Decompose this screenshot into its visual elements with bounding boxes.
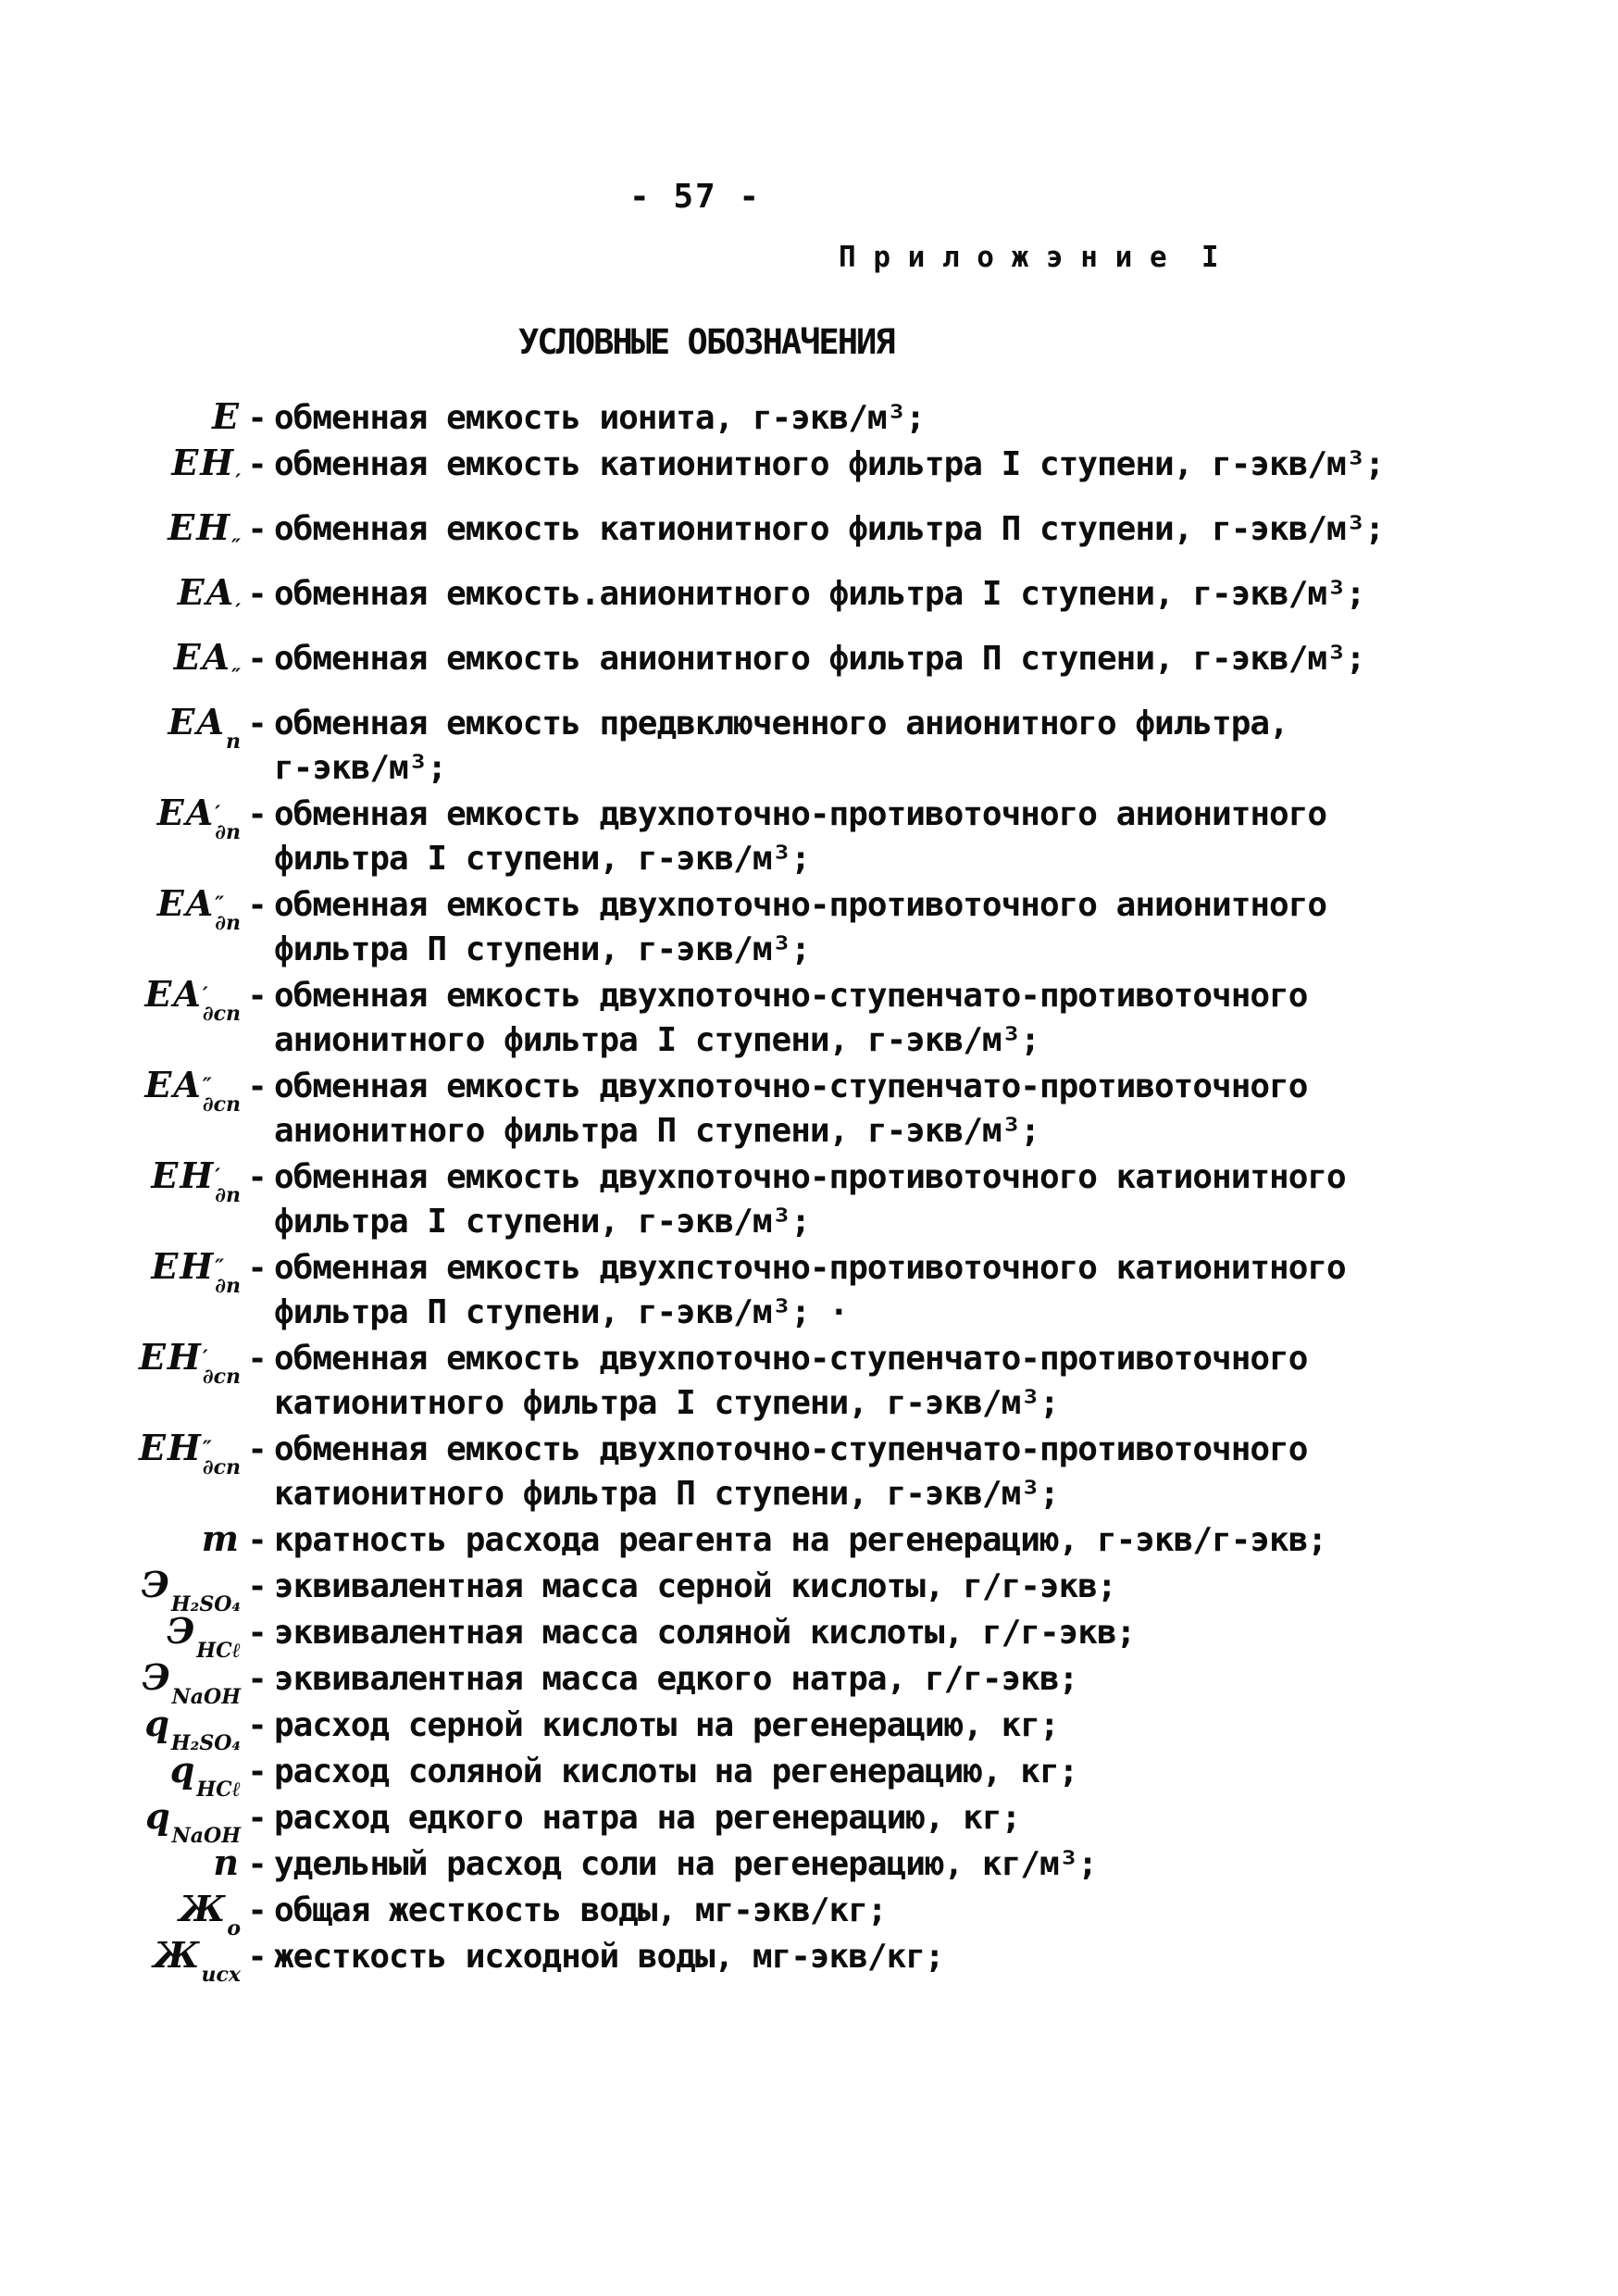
entry-description: [274, 1611, 1479, 1655]
entry-symbol-subscript: NaOH: [171, 1685, 241, 1709]
entry-dash: -: [247, 446, 268, 483]
entry-dash: -: [247, 1892, 268, 1929]
entry-symbol-base: EA: [177, 571, 236, 613]
entry-text-line: обменная емкость двухпоточно-противоточного анионитного: [274, 795, 1327, 833]
entry-text-line: эквивалентная масса соляной кислоты, г/г-экв;: [274, 1614, 1136, 1652]
entry-row: [91, 1841, 1479, 1887]
entry-description: [274, 1428, 1479, 1516]
entry-text-line: обменная емкость двухпоточно-ступенчато-противоточного: [274, 1067, 1308, 1105]
entry-text-line: обменная емкость катионитного фильтра П ступени, г-экв/м³;: [274, 510, 1385, 548]
entry-symbol-base: EH: [151, 1245, 216, 1287]
entry-symbol-base: EA: [173, 636, 232, 678]
entry-symbol: [91, 791, 241, 844]
entry-description: [274, 507, 1479, 552]
entry-symbol-subscript: ∂сп: [202, 1365, 241, 1389]
entry-symbol-subscript: HCℓ: [196, 1639, 241, 1663]
entry-row: [91, 505, 1479, 570]
entry-description: [274, 702, 1479, 791]
entry-symbol-prime: ″: [202, 1074, 212, 1098]
entry-symbol-base: EA: [144, 973, 203, 1015]
entry-text-line: общая жесткость воды, мг-экв/кг;: [274, 1891, 887, 1929]
entry-symbol-prime: ′: [235, 470, 241, 494]
entry-description: [274, 883, 1479, 972]
entry-symbol-script: [196, 1623, 241, 1663]
entry-text-line: расход едкого натра на регенерацию, кг;: [274, 1799, 1021, 1837]
entry-text-line: обменная емкость предвключенного анионитного фильтра,: [274, 705, 1288, 742]
entry-symbol-prime: ′: [235, 600, 241, 624]
entry-symbol-base: EH: [168, 506, 232, 548]
entry-row: [91, 1244, 1479, 1335]
entry-symbol-subscript: H₂SO₄: [170, 1592, 241, 1616]
entry-dash: -: [247, 1846, 268, 1883]
entry-row: [91, 1063, 1479, 1154]
entry-text-line: расход соляной кислоты на регенерацию, кг;: [274, 1753, 1078, 1791]
entry-symbol-script: [215, 1165, 241, 1207]
entry-symbol: [91, 1335, 241, 1389]
entry-dash: -: [247, 705, 268, 742]
entry-row: [91, 394, 1479, 441]
entry-row: [91, 570, 1479, 635]
entry-description: [274, 1842, 1479, 1887]
entry-symbol-base: EA: [144, 1064, 203, 1105]
entry-symbol: [91, 394, 241, 439]
entry-symbol-base: EA: [156, 792, 216, 833]
entry-description: [274, 1065, 1479, 1154]
entry-symbol-subscript: ∂сп: [202, 1002, 241, 1026]
entry-row: [91, 1655, 1479, 1709]
entry-symbol-subscript: [235, 492, 241, 510]
entry-text-line: кратность расхода реагента на регенерацию, г-экв/г-экв;: [274, 1521, 1327, 1559]
entry-row: [91, 1748, 1479, 1802]
entry-row: [91, 1702, 1479, 1755]
entry-symbol-subscript: H₂SO₄: [170, 1731, 241, 1755]
entry-description: [274, 637, 1479, 681]
entry-symbol: [91, 570, 241, 635]
entry-symbol-base: q: [144, 1703, 171, 1744]
entry-dash: -: [247, 1522, 268, 1559]
entry-description: [274, 1796, 1479, 1841]
entry-text-line: фильтра П ступени, г-экв/м³;: [274, 930, 810, 968]
entry-symbol-base: q: [145, 1795, 172, 1837]
entry-symbol-subscript: о: [227, 1916, 241, 1940]
entry-symbol: [91, 505, 241, 570]
entry-dash: -: [247, 641, 268, 678]
appendix-heading: П р и л о ж э н и е I: [839, 241, 1219, 274]
entry-description: [274, 1657, 1479, 1702]
entry-symbol-script: [171, 1716, 241, 1753]
entry-dash: -: [247, 1800, 268, 1837]
entry-symbol-script: [215, 802, 241, 844]
entry-dash: -: [247, 511, 268, 548]
entry-dash: -: [247, 1068, 268, 1105]
entry-row: [91, 1516, 1479, 1563]
entry-symbol-script: [171, 1577, 241, 1614]
entry-row: [91, 1154, 1479, 1244]
entry-symbol-subscript: ∂п: [215, 911, 241, 935]
entry-text-line: фильтра I ступени, г-экв/м³;: [274, 1203, 810, 1241]
entry-symbol-script: [202, 1346, 241, 1389]
entry-symbol-base: EH: [151, 1154, 216, 1196]
entry-dash: -: [247, 1661, 268, 1698]
entry-text-line: катионитного фильтра I ступени, г-экв/м³;: [274, 1384, 1059, 1422]
entry-symbol-script: [226, 714, 241, 754]
entry-row: [91, 1887, 1479, 1940]
entry-description: [274, 1246, 1479, 1335]
entry-text-line: расход серной кислоты на регенерацию, кг;: [274, 1706, 1059, 1744]
entry-symbol-base: EA: [168, 701, 226, 742]
entry-symbol: [91, 1426, 241, 1479]
entry-description: [274, 1703, 1479, 1748]
entry-dash: -: [247, 1615, 268, 1652]
entry-text-line: удельный расход соли на регенерацию, кг/м³;: [274, 1845, 1097, 1883]
page-number: - 57 -: [629, 178, 762, 216]
entry-text-line: обменная емкость двухпоточно-противоточного анионитного: [274, 886, 1327, 924]
entry-symbol-prime: ″: [215, 892, 225, 917]
entry-row: [91, 881, 1479, 972]
entry-text-line: жесткость исходной воды, мг-экв/кг;: [274, 1938, 944, 1976]
entry-description: [274, 792, 1479, 881]
entry-dash: -: [247, 1707, 268, 1744]
entry-symbol-subscript: NaOH: [171, 1824, 241, 1848]
entry-symbol-script: [227, 1901, 241, 1938]
entry-symbol-prime: ″: [202, 1437, 212, 1461]
entry-symbol-base: Э: [167, 1610, 197, 1652]
entry-symbol: [91, 1244, 241, 1298]
entry-symbol: [91, 1933, 241, 1987]
entry-symbol-script: [215, 892, 241, 935]
entry-text-line: анионитного фильтра I ступени, г-экв/м³;: [274, 1021, 1039, 1059]
entry-symbol-subscript: [231, 686, 241, 705]
entry-symbol-script: [235, 600, 241, 640]
entry-symbol: [91, 972, 241, 1026]
entry-symbol: [91, 1887, 241, 1940]
entry-symbol-script: [215, 1255, 241, 1298]
entry-text-line: обменная емкость катионитного фильтра I ступени, г-экв/м³;: [274, 445, 1385, 483]
entry-text-line: обменная емкость двухпоточно-ступенчато-противоточного: [274, 1340, 1308, 1378]
entry-symbol: [91, 1154, 241, 1207]
entry-symbol-script: [235, 470, 241, 510]
entry-description: [274, 1155, 1479, 1244]
entry-row: [91, 791, 1479, 881]
entry-row: [91, 1563, 1479, 1616]
entry-row: [91, 1335, 1479, 1426]
entry-dash: -: [247, 400, 268, 437]
entry-text-line: эквивалентная масса едкого натра, г/г-экв;: [274, 1660, 1078, 1698]
entry-symbol-prime: ″: [215, 1255, 225, 1279]
entry-dash: -: [247, 1753, 268, 1791]
entry-symbol-base: m: [201, 1517, 241, 1559]
entry-symbol: [91, 881, 241, 935]
entry-text-line: обменная емкость двухпоточно-ступенчато-противоточного: [274, 1430, 1308, 1468]
entry-symbol-subscript: [231, 556, 241, 575]
entry-dash: -: [247, 887, 268, 924]
entry-dash: -: [247, 576, 268, 613]
entry-dash: -: [247, 796, 268, 833]
entry-description: [274, 1518, 1479, 1563]
entry-symbol-subscript: HCℓ: [196, 1778, 241, 1802]
entry-dash: -: [247, 1431, 268, 1468]
entry-symbol-base: EH: [171, 442, 236, 483]
entry-symbol-prime: ′: [215, 802, 221, 826]
entry-text-line: обменная емкость двухпоточно-противоточного катионитного: [274, 1158, 1346, 1196]
entry-symbol-script: [202, 1074, 241, 1117]
entry-text-line: катионитного фильтра П ступени, г-экв/м³;: [274, 1475, 1059, 1513]
entry-description: [274, 443, 1479, 487]
entry-symbol-script: [231, 665, 241, 705]
entry-symbol-subscript: п: [226, 730, 241, 754]
entry-description: [274, 1565, 1479, 1609]
entry-symbol-base: Э: [141, 1564, 171, 1605]
entry-symbol-subscript: ∂сп: [202, 1455, 241, 1479]
entry-row: [91, 1933, 1479, 1987]
entry-row: [91, 972, 1479, 1063]
entry-symbol-prime: ″: [231, 665, 241, 689]
entry-text-line: обменная емкость анионитного фильтра П ступени, г-экв/м³;: [274, 640, 1365, 678]
entry-symbol: [91, 1063, 241, 1117]
entry-row: [91, 700, 1479, 791]
entry-text-line: обменная емкость ионита, г-экв/м³;: [274, 399, 925, 437]
entry-symbol-base: q: [169, 1749, 197, 1791]
entry-dash: -: [247, 1568, 268, 1605]
entry-row: [91, 635, 1479, 700]
entry-symbol-subscript: исх: [201, 1963, 241, 1987]
entry-text-line: обменная емкость двухпсточно-противоточного катионитного: [274, 1249, 1346, 1287]
entry-symbol-script: [171, 1669, 241, 1709]
entry-symbol-prime: ′: [215, 1165, 221, 1189]
entry-text-line: анионитного фильтра П ступени, г-экв/м³;: [274, 1112, 1039, 1150]
entry-symbol-prime: ′: [202, 983, 208, 1007]
entry-symbol: [91, 441, 241, 505]
entry-row: [91, 1794, 1479, 1848]
entry-row: [91, 1426, 1479, 1516]
entry-symbol-base: n: [213, 1841, 241, 1883]
entry-text-line: обменная емкость.анионитного фильтра I ступени, г-экв/м³;: [274, 575, 1365, 613]
entry-symbol-subscript: [235, 621, 241, 640]
entry-symbol-subscript: ∂сп: [202, 1092, 241, 1117]
entry-row: [91, 441, 1479, 505]
entry-description: [274, 1750, 1479, 1794]
entry-text-line: г-экв/м³;: [274, 749, 447, 787]
entry-symbol: [91, 635, 241, 700]
entry-symbol-base: Э: [142, 1656, 172, 1698]
entry-description: [274, 1889, 1479, 1933]
entry-symbol-base: EH: [138, 1427, 203, 1468]
entry-symbol-subscript: ∂п: [215, 820, 241, 844]
entry-description: [274, 1935, 1479, 1979]
entry-symbol-script: [196, 1762, 241, 1802]
entry-dash: -: [247, 1250, 268, 1287]
entry-symbol-script: [201, 1947, 241, 1987]
symbol-list: [91, 394, 1479, 1987]
entry-symbol-base: E: [212, 395, 241, 437]
entry-symbol-base: Ж: [179, 1888, 228, 1929]
entry-text-line: фильтра П ступени, г-экв/м³; ·: [274, 1293, 849, 1331]
entry-symbol-script: [202, 983, 241, 1026]
entry-dash: -: [247, 1341, 268, 1378]
page-title: УСЛОВНЫЕ ОБОЗНАЧЕНИЯ: [518, 322, 894, 362]
entry-description: [274, 572, 1479, 617]
entry-symbol-script: [231, 535, 241, 575]
entry-symbol-base: Ж: [153, 1934, 202, 1976]
entry-symbol: [91, 1563, 241, 1616]
entry-symbol-subscript: ∂п: [215, 1183, 241, 1207]
entry-dash: -: [247, 1159, 268, 1196]
entry-symbol-script: [202, 1437, 241, 1479]
entry-symbol-base: EH: [138, 1336, 203, 1378]
entry-dash: -: [247, 1939, 268, 1976]
entry-row: [91, 1609, 1479, 1663]
entry-symbol: [91, 700, 241, 754]
entry-symbol: [91, 1516, 241, 1561]
entry-description: [274, 974, 1479, 1063]
entry-dash: -: [247, 978, 268, 1015]
entry-description: [274, 1337, 1479, 1426]
entry-symbol-base: EA: [156, 882, 216, 924]
entry-text-line: эквивалентная масса серной кислоты, г/г-экв;: [274, 1567, 1116, 1605]
entry-symbol-script: [171, 1808, 241, 1848]
entry-text-line: фильтра I ступени, г-экв/м³;: [274, 840, 810, 878]
entry-description: [274, 396, 1479, 441]
entry-symbol-prime: ″: [231, 535, 241, 559]
entry-text-line: обменная емкость двухпоточно-ступенчато-противоточного: [274, 977, 1308, 1015]
entry-symbol-subscript: ∂п: [215, 1274, 241, 1298]
entry-symbol-prime: ′: [202, 1346, 208, 1370]
